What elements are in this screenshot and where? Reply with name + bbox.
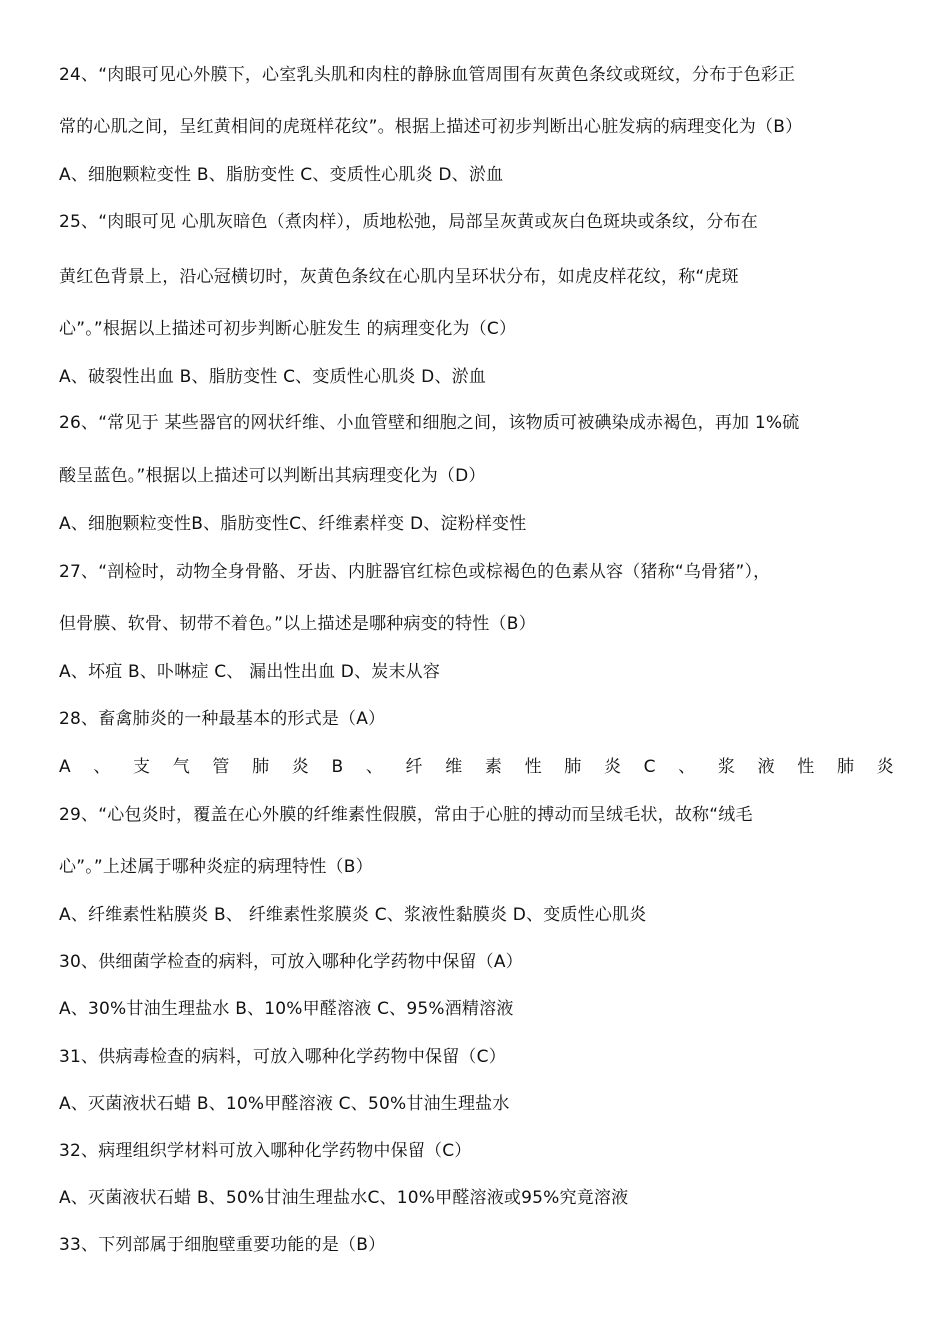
q27-line-2: 但骨膜、软骨、韧带不着色。”以上描述是哪种病变的特性（B） [59, 614, 536, 634]
q28-opt-char: A [59, 757, 71, 777]
q28-opt-char: 肺 [564, 757, 582, 777]
q31-options: A、灭菌液状石蜡 B、10%甲醛溶液 C、50%甘油生理盐水 [59, 1094, 510, 1114]
q26-line-1: 26、“常见于 某些器官的网状纤维、小血管壁和细胞之间，该物质可被碘染成赤褐色，再加 1%硫 [59, 413, 800, 433]
q30-options: A、30%甘油生理盐水 B、10%甲醛溶液 C、95%酒精溶液 [59, 999, 514, 1019]
q28-opt-char: 液 [757, 757, 775, 777]
q31-line-1: 31、供病毒检查的病料，可放入哪种化学药物中保留（C） [59, 1047, 506, 1067]
q33-line-1: 33、下列部属于细胞壁重要功能的是（B） [59, 1235, 386, 1255]
q28-options [59, 756, 894, 778]
q28-opt-char: 、 [678, 757, 696, 777]
q28-opt-char: 气 [172, 757, 190, 777]
q28-opt-char: 炎 [603, 757, 622, 777]
q28-opt-char: 肺 [836, 757, 855, 777]
q28-opt-char: 性 [524, 757, 542, 777]
q28-opt-char: B [331, 757, 344, 777]
q25-line-3: 心”。”根据以上描述可初步判断心脏发生 的病理变化为（C） [59, 319, 517, 339]
q28-opt-char: C [643, 757, 656, 777]
q29-line-1: 29、“心包炎时，覆盖在心外膜的纤维素性假膜，常由于心脏的搏动而呈绒毛状，故称“绒毛 [59, 805, 753, 825]
q25-line-2: 黄红色背景上，沿心冠横切时，灰黄色条纹在心肌内呈环状分布，如虎皮样花纹，称“虎斑 [59, 267, 739, 287]
q28-opt-char: 管 [212, 757, 230, 777]
q28-opt-char: 浆 [717, 757, 736, 777]
q26-options: A、细胞颗粒变性B、脂肪变性C、纤维素样变 D、淀粉样变性 [59, 514, 527, 534]
q29-line-2: 心”。”上述属于哪种炎症的病理特性（B） [59, 857, 373, 877]
q28-opt-char: 素 [484, 757, 503, 777]
q28-opt-char: 、 [365, 757, 384, 777]
q24-options: A、细胞颗粒变性 B、脂肪变性 C、变质性心肌炎 D、淤血 [59, 165, 504, 185]
q28-opt-char: 肺 [252, 757, 270, 777]
q27-options: A、坏疽 B、卟啉症 C、 漏出性出血 D、炭末从容 [59, 662, 441, 682]
q28-opt-char: 纤 [405, 757, 423, 777]
q24-line-1: 24、“肉眼可见心外膜下，心室乳头肌和肉柱的静脉血管周围有灰黄色条纹或斑纹，分布于色彩正 [59, 65, 796, 85]
q28-opt-char: 支 [133, 757, 151, 777]
q29-options: A、纤维素性粘膜炎 B、 纤维素性浆膜炎 C、浆液性黏膜炎 D、变质性心肌炎 [59, 905, 647, 925]
q25-line-1: 25、“肉眼可见 心肌灰暗色（煮肉样），质地松弛，局部呈灰黄或灰白色斑块或条纹，分布在 [59, 212, 758, 232]
q27-line-1: 27、“剖检时，动物全身骨骼、牙齿、内脏器官红棕色或棕褐色的色素从容（猪称“乌骨猪”）， [59, 562, 771, 582]
q30-line-1: 30、供细菌学检查的病料，可放入哪种化学药物中保留（A） [59, 952, 523, 972]
q28-opt-char: 炎 [291, 757, 309, 777]
q32-line-1: 32、病理组织学材料可放入哪种化学药物中保留（C） [59, 1141, 472, 1161]
q32-options: A、灭菌液状石蜡 B、50%甘油生理盐水C、10%甲醛溶液或95%究竟溶液 [59, 1188, 629, 1208]
q25-options: A、破裂性出血 B、脂肪变性 C、变质性心肌炎 D、淤血 [59, 367, 487, 387]
q26-line-2: 酸呈蓝色。”根据以上描述可以判断出其病理变化为（D） [59, 466, 486, 486]
q28-line-1: 28、畜禽肺炎的一种最基本的形式是（A） [59, 709, 386, 729]
q28-opt-char: 炎 [876, 757, 894, 777]
q28-opt-char: 性 [797, 757, 815, 777]
q24-line-2: 常的心肌之间，呈红黄相间的虎斑样花纹”。根据上描述可初步判断出心脏发病的病理变化为（B） [59, 117, 803, 137]
q28-opt-char: 、 [93, 757, 111, 777]
q28-opt-char: 维 [445, 757, 463, 777]
